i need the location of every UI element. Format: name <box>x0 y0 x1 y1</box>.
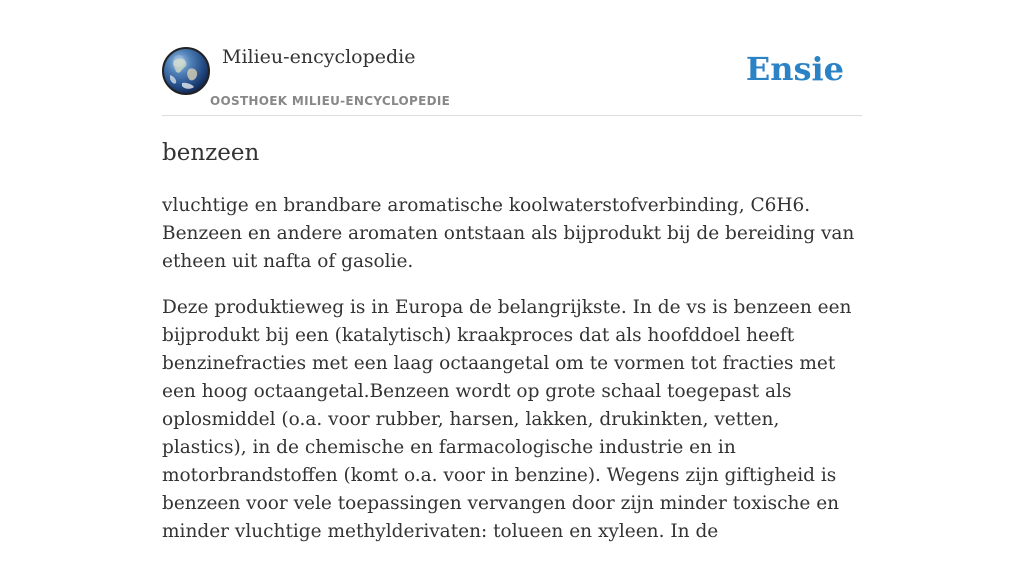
page-container <box>162 0 862 542</box>
article-content <box>162 192 862 564</box>
earth-globe-icon[interactable] <box>162 47 210 95</box>
site-name[interactable]: Milieu-encyclopedie <box>222 46 416 68</box>
site-subtitle[interactable]: OOSTHOEK MILIEU-ENCYCLOPEDIE <box>210 94 451 108</box>
ensie-logo[interactable]: Ensie <box>745 50 844 88</box>
site-header <box>162 0 862 116</box>
article-paragraph: Deze produktieweg is in Europa de belangrijkste. In de vs is benzeen een bijprodukt bij een (katalytisch) kraakproces dat als hoofddoel heeft benzinefracties met een laag octaangetal om te vormen tot fracties met een hoog octaangetal.Benzeen wordt op grote schaal toegepast als oplosmiddel (o.a. voor rubber, harsen, lakken, drukinkten, vetten, plastics), in de chemische en farmacologische industrie en in motorbrandstoffen (komt o.a. voor in benzine). Wegens zijn giftigheid is benzeen voor vele toepassingen vervangen door zijn minder toxische en minder vluchtige methylderivaten: tolueen en xyleen. In de <box>162 297 852 542</box>
article-title: benzeen <box>162 140 260 166</box>
article-paragraph: vluchtige en brandbare aromatische koolwaterstofverbinding, C6H6. Benzeen en andere aromaten ontstaan als bijprodukt bij de bereiding van etheen uit nafta of gasolie. <box>162 195 855 272</box>
